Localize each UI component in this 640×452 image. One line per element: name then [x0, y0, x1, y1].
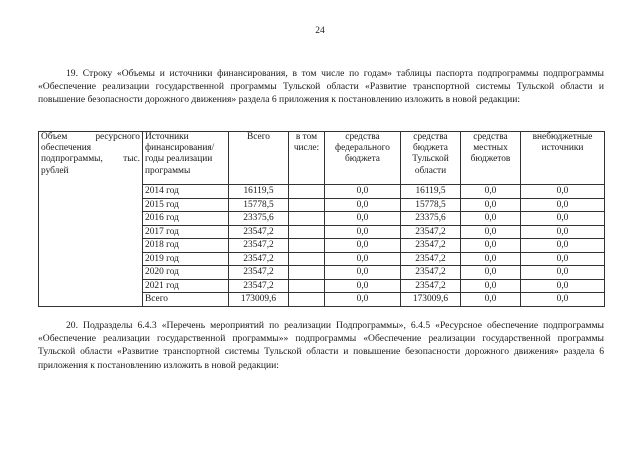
page-number: 24 [315, 26, 325, 36]
federal-cell: 0,0 [325, 185, 401, 199]
including-cell [289, 293, 325, 307]
year-cell: 2017 год [143, 225, 229, 239]
regional-cell: 23547,2 [401, 239, 461, 253]
total-cell: 23547,2 [229, 279, 289, 293]
year-cell: 2018 год [143, 239, 229, 253]
total-cell: 173009,6 [229, 293, 289, 307]
including-cell [289, 252, 325, 266]
extrabudget-cell: 0,0 [521, 266, 605, 280]
federal-cell: 0,0 [325, 252, 401, 266]
local-cell: 0,0 [461, 293, 521, 307]
paragraph-19: 19. Строку «Объемы и источники финансирования, в том числе по годам» таблицы паспорта подпрограммы подпрограммы «Обеспечение реализации государственной программы Тульской области «Развитие транспортной системы Тульской области и повышение безопасности дорожного движения» раздела 6 приложения к постановлению изложить в новой редакции: [38, 68, 604, 106]
header-regional: средства бюджета Тульской области [401, 132, 461, 185]
header-total: Всего [229, 132, 289, 185]
year-cell: 2016 год [143, 212, 229, 226]
federal-cell: 0,0 [325, 225, 401, 239]
extrabudget-cell: 0,0 [521, 293, 605, 307]
regional-cell: 23547,2 [401, 279, 461, 293]
header-extrabudget: внебюджетные источники [521, 132, 605, 185]
federal-cell: 0,0 [325, 279, 401, 293]
total-cell: 23547,2 [229, 266, 289, 280]
header-federal: средства федерального бюджета [325, 132, 401, 185]
table-header-row [39, 132, 605, 185]
local-cell: 0,0 [461, 198, 521, 212]
local-cell: 0,0 [461, 252, 521, 266]
regional-cell: 23547,2 [401, 252, 461, 266]
including-cell [289, 239, 325, 253]
including-cell [289, 225, 325, 239]
financing-table [38, 131, 605, 307]
local-cell: 0,0 [461, 185, 521, 199]
local-cell: 0,0 [461, 212, 521, 226]
volume-label-cell: Объем ресурсного обеспечения подпрограммы, тыс. рублей [39, 132, 143, 307]
including-cell [289, 185, 325, 199]
regional-cell: 23547,2 [401, 266, 461, 280]
federal-cell: 0,0 [325, 198, 401, 212]
year-cell: 2014 год [143, 185, 229, 199]
year-cell: 2020 год [143, 266, 229, 280]
extrabudget-cell: 0,0 [521, 225, 605, 239]
extrabudget-cell: 0,0 [521, 279, 605, 293]
year-cell: Всего [143, 293, 229, 307]
total-cell: 23547,2 [229, 225, 289, 239]
extrabudget-cell: 0,0 [521, 212, 605, 226]
local-cell: 0,0 [461, 225, 521, 239]
year-cell: 2019 год [143, 252, 229, 266]
total-cell: 15778,5 [229, 198, 289, 212]
header-sources: Источники финансирования/ годы реализации программы [143, 132, 229, 185]
including-cell [289, 279, 325, 293]
paragraph-20: 20. Подразделы 6.4.3 «Перечень мероприятий по реализации Подпрограммы», 6.4.5 «Ресурсное обеспечение подпрограммы «Обеспечение реализации государственной программы»» подпрограммы «Обеспечение реализации государственной программы Тульской области «Развитие транспортной системы Тульской области и повышение безопасности дорожного движения» раздела 6 приложения к постановлению изложить в новой редакции: [38, 320, 604, 371]
regional-cell: 173009,6 [401, 293, 461, 307]
including-cell [289, 212, 325, 226]
federal-cell: 0,0 [325, 266, 401, 280]
extrabudget-cell: 0,0 [521, 198, 605, 212]
federal-cell: 0,0 [325, 212, 401, 226]
year-cell: 2015 год [143, 198, 229, 212]
extrabudget-cell: 0,0 [521, 252, 605, 266]
local-cell: 0,0 [461, 266, 521, 280]
including-cell [289, 198, 325, 212]
federal-cell: 0,0 [325, 239, 401, 253]
including-cell [289, 266, 325, 280]
local-cell: 0,0 [461, 239, 521, 253]
year-cell: 2021 год [143, 279, 229, 293]
total-cell: 16119,5 [229, 185, 289, 199]
header-including: в том числе: [289, 132, 325, 185]
total-cell: 23547,2 [229, 239, 289, 253]
extrabudget-cell: 0,0 [521, 185, 605, 199]
header-local: средства местных бюджетов [461, 132, 521, 185]
regional-cell: 23375,6 [401, 212, 461, 226]
regional-cell: 23547,2 [401, 225, 461, 239]
local-cell: 0,0 [461, 279, 521, 293]
federal-cell: 0,0 [325, 293, 401, 307]
total-cell: 23547,2 [229, 252, 289, 266]
regional-cell: 15778,5 [401, 198, 461, 212]
regional-cell: 16119,5 [401, 185, 461, 199]
total-cell: 23375,6 [229, 212, 289, 226]
extrabudget-cell: 0,0 [521, 239, 605, 253]
